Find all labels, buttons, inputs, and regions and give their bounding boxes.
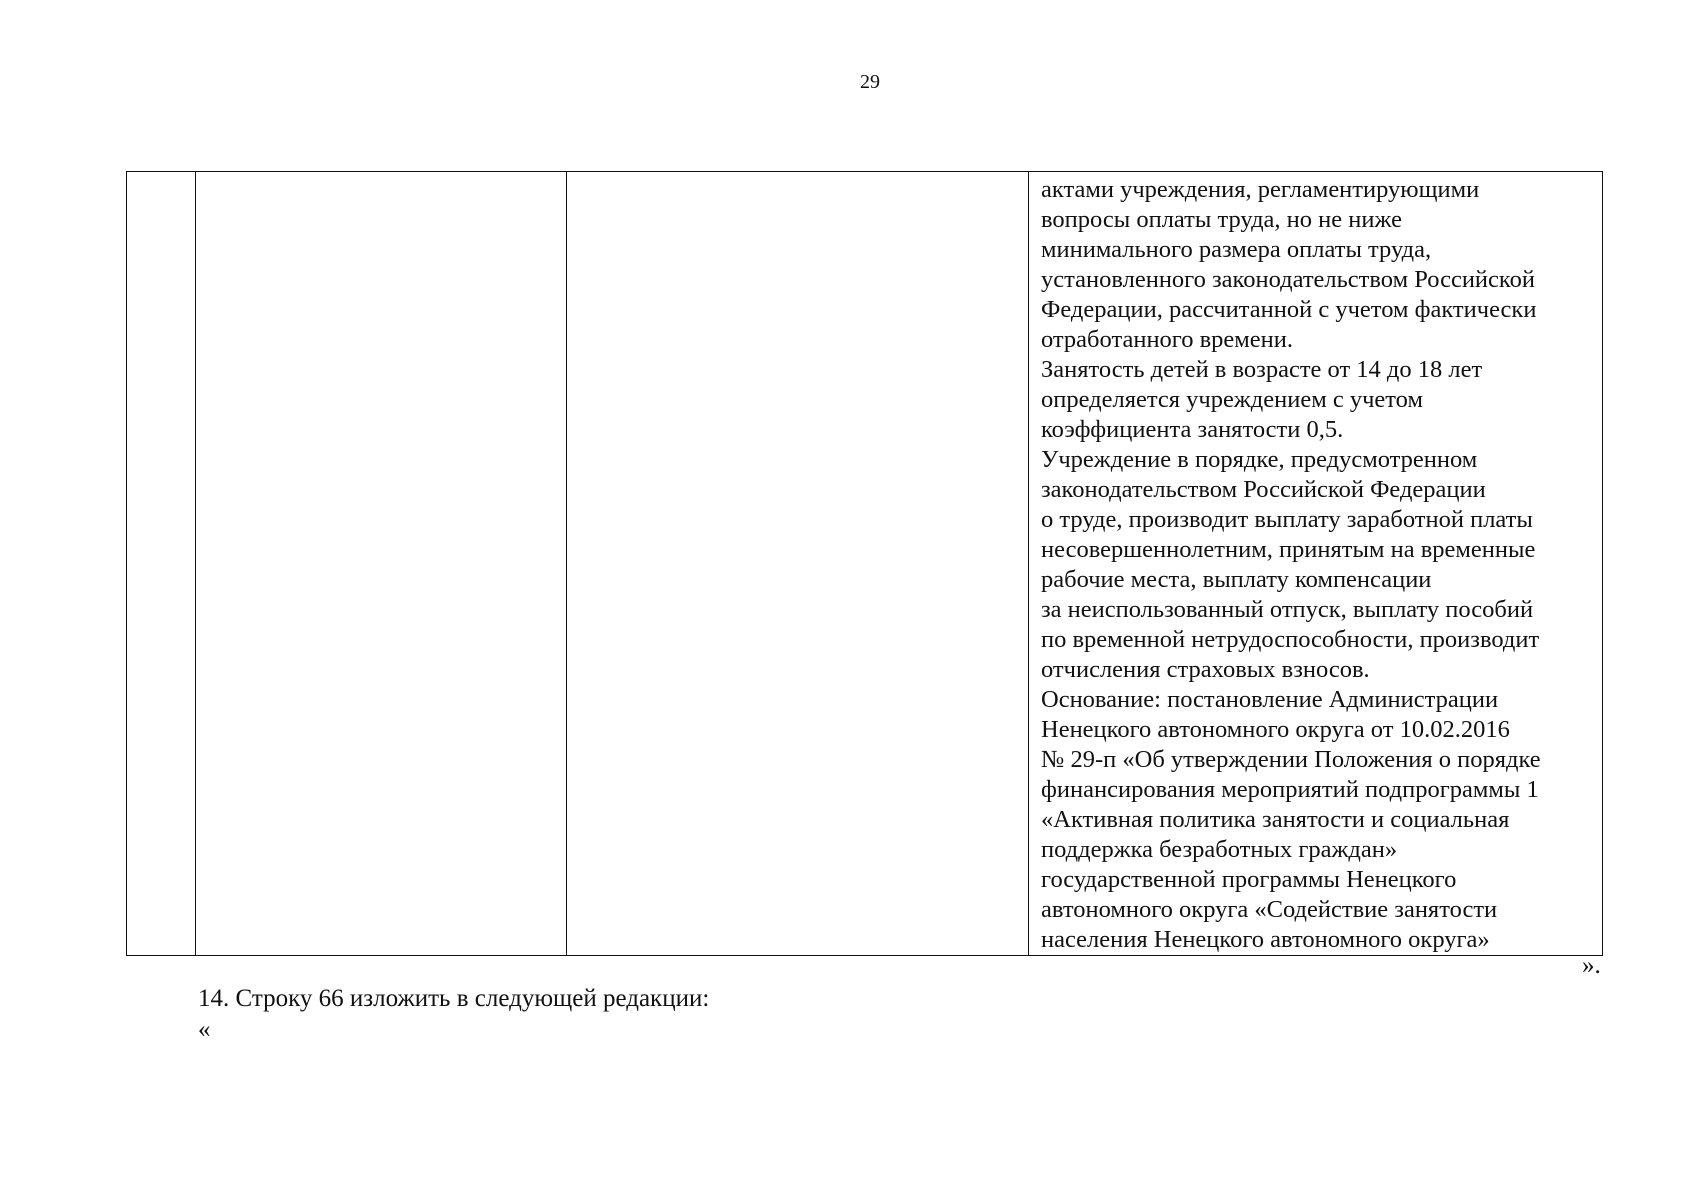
text-line: Занятость детей в возрасте от 14 до 18 лет xyxy=(1041,356,1483,383)
text-line: Ненецкого автономного округа от 10.02.2016 xyxy=(1041,716,1510,743)
amendment-table xyxy=(126,171,1603,956)
opening-quote: « xyxy=(198,1016,211,1043)
closing-quote: ». xyxy=(1582,952,1601,979)
text-line: Учреждение в порядке, предусмотренном xyxy=(1041,446,1478,473)
text-line: отчисления страховых взносов. xyxy=(1041,656,1370,683)
text-line: поддержка безработных граждан» xyxy=(1041,836,1398,863)
text-line: о труде, производит выплату заработной платы xyxy=(1041,506,1533,533)
text-line: государственной программы Ненецкого xyxy=(1041,866,1457,893)
amendment-item-14: 14. Строку 66 изложить в следующей редакции: xyxy=(198,985,710,1012)
text-line: законодательством Российской Федерации xyxy=(1041,476,1486,503)
text-line: отработанного времени. xyxy=(1041,326,1294,353)
text-line: минимального размера оплаты труда, xyxy=(1041,236,1432,263)
text-line: актами учреждения, регламентирующими xyxy=(1041,176,1480,203)
text-line: определяется учреждением с учетом xyxy=(1041,386,1423,413)
text-line: финансирования мероприятий подпрограммы 1 xyxy=(1041,776,1539,803)
table-cell-conditions xyxy=(1029,172,1603,956)
text-line: несовершеннолетним, принятым на временные xyxy=(1041,536,1536,563)
text-line: вопросы оплаты труда, но не ниже xyxy=(1041,206,1402,233)
text-line: установленного законодательством Российской xyxy=(1041,266,1535,293)
page-number: 29 xyxy=(860,71,880,93)
conditions-text xyxy=(1029,172,1602,955)
text-line: Основание: постановление Администрации xyxy=(1041,686,1499,713)
text-line: автономного округа «Содействие занятости xyxy=(1041,896,1498,923)
text-line: населения Ненецкого автономного округа» xyxy=(1041,926,1490,953)
text-line: за неиспользованный отпуск, выплату пособий xyxy=(1041,596,1534,623)
table-cell-description xyxy=(567,172,1029,956)
table-row xyxy=(127,172,1603,956)
text-line: «Активная политика занятости и социальная xyxy=(1041,806,1510,833)
text-line: Федерации, рассчитанной с учетом фактически xyxy=(1041,296,1537,323)
table-cell-number xyxy=(127,172,196,956)
text-line: № 29-п «Об утверждении Положения о порядке xyxy=(1041,746,1541,773)
text-line: по временной нетрудоспособности, производит xyxy=(1041,626,1540,653)
table-cell-name xyxy=(196,172,567,956)
text-line: коэффициента занятости 0,5. xyxy=(1041,416,1344,443)
text-line: рабочие места, выплату компенсации xyxy=(1041,566,1432,593)
